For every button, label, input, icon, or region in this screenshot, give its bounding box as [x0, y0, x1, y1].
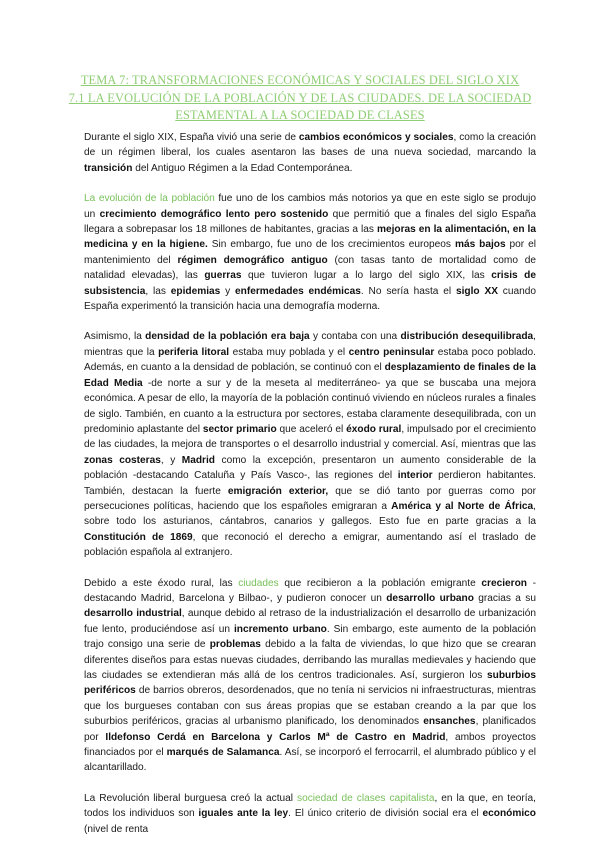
text-run: , aunque debido al retraso de la industrialización el desarrollo de urbanización fue lento, produciéndose así un [84, 608, 536, 635]
text-run: que permitió que a finales del siglo España llegara a sobrepasar los 18 millones de habitantes, gracias a las [84, 208, 536, 236]
text-run: Asimismo, la [84, 331, 146, 343]
bold-term: cambios económicos y sociales [298, 132, 454, 143]
text-run: perdieron habitantes. También, destacan la fuerte [84, 470, 536, 497]
text-run: estaba poco poblado. Además, en cuanto a la densidad de población, se continuó con el [84, 346, 536, 374]
text-run: Debido a este éxodo rural, las [84, 577, 239, 589]
bold-term: iguales ante la ley [198, 808, 289, 820]
highlight-term: sociedad de clases capitalista [297, 792, 435, 804]
text-run: -destacando Madrid, Barcelona y Bilbao-, y pudieron conocer un [84, 577, 536, 604]
text-run: . No sería hasta el [360, 285, 456, 297]
text-run: . Así, se incorporó el ferrocarril, el alumbrado público y el alcantarillado. [84, 747, 536, 774]
text-run: , sobre todo los asturianos, cántabros, canarios y gallegos. Esto fue en parte gracias a la [84, 500, 536, 528]
bold-term: emigración exterior, [227, 485, 329, 497]
bold-term: crecieron [481, 577, 527, 589]
text-run: cuando España experimentó la transición hacia una demografía moderna. [84, 285, 537, 313]
text-run: (con tasas tanto de mortalidad como de natalidad elevadas), las [84, 254, 536, 282]
highlight-term: ciudades [238, 577, 279, 589]
bold-term: periferia litoral [158, 346, 230, 358]
bold-term: transición [84, 162, 133, 174]
text-run: que tuvieron lugar a lo largo del siglo XIX, las [241, 270, 492, 282]
text-run: (nivel de renta [84, 823, 149, 835]
bold-term: marqués de Salamanca [166, 747, 280, 759]
bold-term: Madrid [181, 454, 215, 466]
bold-term: Ildefonso Cerdá en Barcelona y Carlos Mª de Castro en Madrid [105, 731, 446, 743]
text-run: , impulsado por el crecimiento de las ciudades, la mejora de transportes o el desarrollo industrial y comercial. Así, mientras que las [84, 423, 537, 451]
heading-line-1: TEMA 7: TRANSFORMACIONES ECONÓMICAS Y SOCIALES DEL SIGLO XIX [80, 73, 520, 87]
bold-term: mejoras en la alimentación, en la medicina y en la higiene. [84, 224, 536, 251]
bold-term: centro peninsular [348, 346, 435, 358]
bold-term: más bajos [454, 239, 506, 251]
text-run: de barrios obreros, desordenados, que no tenía ni servicios ni infraestructuras, mientras que los burgueses contaban con sus áreas propias que se estaban creando a la par que los suburbios periféricos, gracias al urbanismo planificado, los denominados [84, 685, 536, 728]
text-run: estaba muy poblada y el [229, 346, 349, 358]
document-heading [60, 72, 540, 125]
heading-line-2: 7.1 LA EVOLUCIÓN DE LA POBLACIÓN Y DE LAS CIUDADES. DE LA SOCIEDAD [68, 90, 532, 105]
text-run: Sin embargo, fue uno de los crecimientos europeos [207, 239, 455, 251]
text-run: del Antiguo Régimen a la Edad Contemporánea. [132, 162, 353, 174]
bold-term: suburbios periféricos [84, 670, 536, 697]
paragraph-population [84, 191, 536, 314]
text-run: , las [145, 285, 171, 297]
text-run: que recibieron a la población emigrante [278, 577, 482, 589]
bold-term: Constitución de 1869 [84, 531, 193, 543]
bold-term: incremento urbano [233, 623, 327, 635]
text-run: debido a la falta de viviendas, lo que hizo que se crearan diferentes diseños para estas nuevas ciudades, derribando las murallas medievales y haciendo que las ciudades se extendieran más allá de los centros tradicionales. Así, surgieron los [84, 639, 536, 681]
text-run: que aceleró el [276, 423, 347, 435]
paragraph-cities [84, 576, 536, 776]
text-run: -de norte a sur y de la meseta al mediterráneo- ya que se buscaba una mejora económica. A pesar de ello, la mayoría de la población continuó viviendo en núcleos rurales a finales de siglo. También, en cuanto a la estructura por sectores, estaba claramente desequilibrada, con un predominio aplastante del [84, 377, 536, 435]
text-run: La Revolución liberal burguesa creó la actual [84, 792, 298, 804]
bold-term: América y al Norte de África [391, 500, 534, 512]
text-run: . Sin embargo, este aumento de la población trajo consigo una serie de [84, 623, 536, 651]
bold-term: régimen demográfico antiguo [177, 254, 328, 266]
text-run: , que reconoció el derecho a emigrar, aumentando así el traslado de población española al extranjero. [84, 531, 536, 559]
bold-term: interior [397, 470, 433, 482]
paragraph-density [84, 329, 536, 560]
text-run: gracias a su [473, 592, 537, 604]
text-run: , mientras que la [84, 331, 536, 358]
text-run: como la excepción, presentaron un aumento considerable de la población -destacando Cataluña y País Vasco-, las regiones del [84, 454, 536, 482]
paragraph-society [84, 791, 536, 837]
text-run: , ambos proyectos financiados por el [84, 731, 536, 759]
bold-term: sector primario [202, 423, 277, 435]
bold-term: económico [482, 808, 536, 820]
bold-term: ensanches [423, 716, 476, 728]
text-run: fue uno de los cambios más notorios ya que en este siglo se produjo un [84, 193, 536, 220]
text-run: , planificados por [84, 716, 536, 743]
text-run: , en la que, en teoría, todos los individuos son [84, 792, 536, 820]
highlight-term: La evolución de la población [84, 193, 215, 205]
bold-term: desplazamiento de finales de la Edad Media [84, 362, 536, 389]
bold-term: distribución desequilibrada [400, 331, 534, 343]
text-run: y contaba con una [309, 331, 401, 343]
bold-term: enfermedades endémicas [235, 285, 361, 297]
bold-term: siglo XX [455, 285, 498, 297]
document-body [84, 130, 536, 852]
bold-term: crecimiento demográfico lento pero sostenido [99, 208, 329, 220]
text-run: , y [160, 454, 182, 466]
bold-term: problemas [209, 639, 261, 651]
text-run: . El único criterio de división social era el [288, 808, 483, 820]
bold-term: éxodo rural [346, 423, 402, 435]
bold-term: epidemias [170, 285, 221, 297]
text-run: por el mantenimiento del [84, 239, 536, 266]
paragraph-intro [84, 130, 536, 176]
bold-term: zonas costeras [84, 454, 161, 466]
text-run: que se dió tanto por guerras como por persecuciones políticas, haciendo que los españoles emigraran a [84, 485, 536, 512]
bold-term: guerras [204, 270, 242, 282]
bold-term: desarrollo urbano [386, 592, 474, 604]
bold-term: desarrollo industrial [84, 608, 182, 620]
text-run: , como la creación de un régimen liberal, los cuales asentaron las bases de una nueva sociedad, marcando la [84, 132, 536, 159]
heading-line-3: ESTAMENTAL A LA SOCIEDAD DE CLASES [175, 108, 425, 123]
bold-term: crisis de subsistencia [84, 270, 536, 297]
bold-term: densidad de la población era baja [145, 331, 310, 343]
text-run: Durante el siglo XIX, España vivió una serie de [84, 132, 299, 143]
text-run: y [220, 285, 236, 297]
